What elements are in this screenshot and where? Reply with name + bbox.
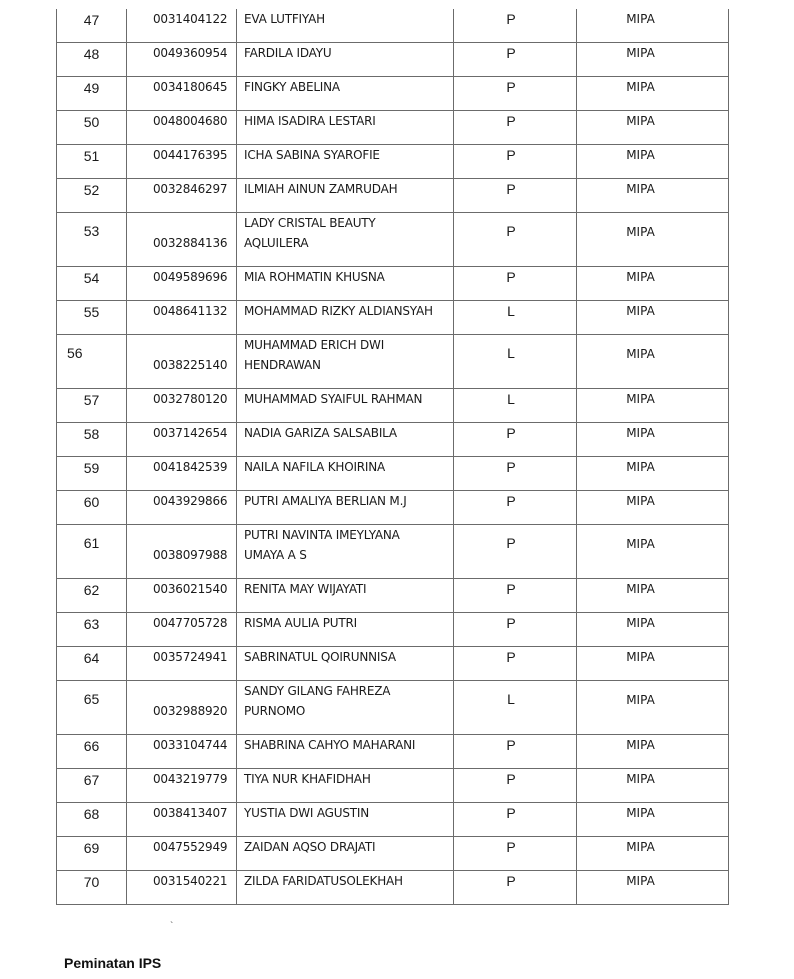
student-nisn: 0049360954 xyxy=(153,46,228,60)
cell-gender xyxy=(454,213,577,267)
student-nisn: 0043219779 xyxy=(153,772,228,786)
student-name-line: RISMA AULIA PUTRI xyxy=(244,616,357,630)
cell-number xyxy=(57,43,127,77)
student-nisn: 0032780120 xyxy=(153,392,228,406)
table-row xyxy=(57,267,729,301)
cell-name xyxy=(237,423,454,457)
student-gender: P xyxy=(506,11,516,27)
cell-gender xyxy=(454,769,577,803)
student-major: MIPA xyxy=(626,270,655,284)
row-number: 53 xyxy=(83,223,100,239)
row-number: 67 xyxy=(83,772,100,788)
cell-major xyxy=(577,681,729,735)
cell-nisn xyxy=(127,179,237,213)
cell-nisn xyxy=(127,213,237,267)
student-name-line: UMAYA A S xyxy=(244,548,307,562)
student-nisn: 0035724941 xyxy=(153,650,228,664)
cell-gender xyxy=(454,871,577,905)
cell-number xyxy=(57,457,127,491)
student-name-line: PURNOMO xyxy=(244,704,306,718)
student-major: MIPA xyxy=(626,537,655,551)
student-nisn: 0032846297 xyxy=(153,182,228,196)
table-row xyxy=(57,871,729,905)
cell-nisn xyxy=(127,871,237,905)
student-name-line: SHABRINA CAHYO MAHARANI xyxy=(244,738,416,752)
roster-body xyxy=(57,9,729,905)
cell-major xyxy=(577,9,729,43)
student-major: MIPA xyxy=(626,46,655,60)
cell-major xyxy=(577,301,729,335)
table-row xyxy=(57,77,729,111)
stray-mark: ` xyxy=(170,921,174,932)
row-number: 64 xyxy=(83,650,100,666)
table-row xyxy=(57,837,729,871)
cell-number xyxy=(57,525,127,579)
cell-major xyxy=(577,803,729,837)
cell-number xyxy=(57,681,127,735)
table-row xyxy=(57,111,729,145)
cell-name xyxy=(237,735,454,769)
row-number: 50 xyxy=(83,114,100,130)
cell-major xyxy=(577,213,729,267)
cell-nisn xyxy=(127,525,237,579)
student-major: MIPA xyxy=(626,12,655,26)
student-nisn: 0043929866 xyxy=(153,494,228,508)
cell-number xyxy=(57,267,127,301)
student-name-line: PUTRI AMALIYA BERLIAN M.J xyxy=(244,494,407,508)
table-row xyxy=(57,735,729,769)
cell-nisn xyxy=(127,301,237,335)
row-number: 47 xyxy=(83,12,100,28)
table-row xyxy=(57,579,729,613)
row-number: 51 xyxy=(83,148,100,164)
student-major: MIPA xyxy=(626,582,655,596)
table-row xyxy=(57,301,729,335)
student-major: MIPA xyxy=(626,114,655,128)
table-row xyxy=(57,9,729,43)
cell-name xyxy=(237,837,454,871)
student-nisn: 0041842539 xyxy=(153,460,228,474)
row-number: 68 xyxy=(83,806,100,822)
student-gender: P xyxy=(506,839,516,855)
cell-number xyxy=(57,837,127,871)
table-row xyxy=(57,213,729,267)
cell-major xyxy=(577,579,729,613)
row-number: 69 xyxy=(83,840,100,856)
student-roster-table xyxy=(56,9,729,905)
student-nisn: 0037142654 xyxy=(153,426,228,440)
cell-number xyxy=(57,613,127,647)
student-name-line: ZILDA FARIDATUSOLEKHAH xyxy=(244,874,403,888)
student-nisn: 0038097988 xyxy=(153,548,228,562)
cell-name xyxy=(237,77,454,111)
cell-name xyxy=(237,301,454,335)
student-major: MIPA xyxy=(626,738,655,752)
cell-major xyxy=(577,491,729,525)
cell-gender xyxy=(454,77,577,111)
cell-nisn xyxy=(127,491,237,525)
student-name-line: AQLUILERA xyxy=(244,236,309,250)
cell-number xyxy=(57,423,127,457)
table-row xyxy=(57,803,729,837)
cell-name xyxy=(237,179,454,213)
student-nisn: 0038413407 xyxy=(153,806,228,820)
student-major: MIPA xyxy=(626,874,655,888)
cell-number xyxy=(57,179,127,213)
student-gender: P xyxy=(506,771,516,787)
table-row xyxy=(57,457,729,491)
cell-name xyxy=(237,681,454,735)
cell-major xyxy=(577,423,729,457)
student-name-line: ICHA SABINA SYAROFIE xyxy=(244,148,380,162)
table-row xyxy=(57,389,729,423)
student-gender: P xyxy=(506,615,516,631)
cell-number xyxy=(57,213,127,267)
student-name-line: MUHAMMAD SYAIFUL RAHMAN xyxy=(244,392,423,406)
cell-name xyxy=(237,803,454,837)
student-name-line: HIMA ISADIRA LESTARI xyxy=(244,114,376,128)
student-gender: P xyxy=(506,181,516,197)
student-major: MIPA xyxy=(626,772,655,786)
cell-name xyxy=(237,145,454,179)
student-gender: P xyxy=(506,425,516,441)
cell-name xyxy=(237,647,454,681)
cell-gender xyxy=(454,525,577,579)
student-major: MIPA xyxy=(626,650,655,664)
student-major: MIPA xyxy=(626,304,655,318)
student-nisn: 0047705728 xyxy=(153,616,228,630)
student-major: MIPA xyxy=(626,616,655,630)
student-gender: P xyxy=(506,79,516,95)
table-row xyxy=(57,647,729,681)
table-row xyxy=(57,145,729,179)
cell-name xyxy=(237,335,454,389)
cell-major xyxy=(577,769,729,803)
cell-gender xyxy=(454,389,577,423)
row-number: 55 xyxy=(83,304,100,320)
student-gender: P xyxy=(506,113,516,129)
student-nisn: 0031404122 xyxy=(153,12,228,26)
cell-gender xyxy=(454,111,577,145)
student-nisn: 0032988920 xyxy=(153,704,228,718)
cell-gender xyxy=(454,423,577,457)
student-nisn: 0044176395 xyxy=(153,148,228,162)
student-gender: P xyxy=(506,459,516,475)
cell-major xyxy=(577,837,729,871)
student-gender: P xyxy=(506,493,516,509)
student-name-line: ILMIAH AINUN ZAMRUDAH xyxy=(244,182,398,196)
cell-number xyxy=(57,335,127,389)
row-number: 65 xyxy=(83,691,100,707)
cell-major xyxy=(577,179,729,213)
student-gender: P xyxy=(506,805,516,821)
row-number: 56 xyxy=(67,345,83,361)
student-name-line: FINGKY ABELINA xyxy=(244,80,340,94)
student-nisn: 0036021540 xyxy=(153,582,228,596)
cell-nisn xyxy=(127,735,237,769)
student-major: MIPA xyxy=(626,840,655,854)
cell-nisn xyxy=(127,389,237,423)
cell-gender xyxy=(454,803,577,837)
cell-nisn xyxy=(127,111,237,145)
cell-major xyxy=(577,457,729,491)
student-gender: L xyxy=(507,345,515,361)
student-name-line: TIYA NUR KHAFIDHAH xyxy=(244,772,371,786)
student-gender: P xyxy=(506,535,516,551)
student-gender: P xyxy=(506,873,516,889)
student-name-line: HENDRAWAN xyxy=(244,358,321,372)
student-name-line: MOHAMMAD RIZKY ALDIANSYAH xyxy=(244,304,433,318)
cell-name xyxy=(237,9,454,43)
cell-name xyxy=(237,769,454,803)
student-nisn: 0049589696 xyxy=(153,270,228,284)
cell-gender xyxy=(454,335,577,389)
cell-name xyxy=(237,213,454,267)
student-nisn: 0034180645 xyxy=(153,80,228,94)
student-nisn: 0047552949 xyxy=(153,840,228,854)
cell-nisn xyxy=(127,77,237,111)
cell-major xyxy=(577,77,729,111)
cell-major xyxy=(577,267,729,301)
cell-number xyxy=(57,803,127,837)
table-row xyxy=(57,769,729,803)
row-number: 49 xyxy=(83,80,100,96)
cell-nisn xyxy=(127,457,237,491)
cell-nisn xyxy=(127,579,237,613)
table-row xyxy=(57,335,729,389)
row-number: 57 xyxy=(83,392,100,408)
row-number: 52 xyxy=(83,182,100,198)
cell-gender xyxy=(454,647,577,681)
cell-major xyxy=(577,111,729,145)
cell-gender xyxy=(454,301,577,335)
table-row xyxy=(57,491,729,525)
student-gender: P xyxy=(506,45,516,61)
row-number: 58 xyxy=(83,426,100,442)
student-name-line: SABRINATUL QOIRUNNISA xyxy=(244,650,396,664)
cell-nisn xyxy=(127,613,237,647)
student-major: MIPA xyxy=(626,347,655,361)
cell-gender xyxy=(454,579,577,613)
student-major: MIPA xyxy=(626,225,655,239)
cell-name xyxy=(237,613,454,647)
table-row xyxy=(57,525,729,579)
cell-name xyxy=(237,267,454,301)
student-name-line: LADY CRISTAL BEAUTY xyxy=(244,216,376,230)
cell-major xyxy=(577,145,729,179)
student-name-line: PUTRI NAVINTA IMEYLYANA xyxy=(244,528,400,542)
cell-number xyxy=(57,111,127,145)
row-number: 59 xyxy=(83,460,100,476)
cell-number xyxy=(57,579,127,613)
cell-major xyxy=(577,335,729,389)
student-major: MIPA xyxy=(626,460,655,474)
cell-number xyxy=(57,871,127,905)
cell-nisn xyxy=(127,769,237,803)
cell-major xyxy=(577,647,729,681)
cell-major xyxy=(577,613,729,647)
cell-number xyxy=(57,9,127,43)
student-name-line: SANDY GILANG FAHREZA xyxy=(244,684,391,698)
cell-nisn xyxy=(127,43,237,77)
cell-number xyxy=(57,301,127,335)
cell-number xyxy=(57,647,127,681)
student-nisn: 0031540221 xyxy=(153,874,228,888)
student-major: MIPA xyxy=(626,693,655,707)
student-nisn: 0038225140 xyxy=(153,358,228,372)
cell-number xyxy=(57,389,127,423)
student-major: MIPA xyxy=(626,426,655,440)
cell-nisn xyxy=(127,837,237,871)
cell-major xyxy=(577,871,729,905)
cell-nisn xyxy=(127,803,237,837)
student-gender: P xyxy=(506,737,516,753)
student-major: MIPA xyxy=(626,182,655,196)
student-major: MIPA xyxy=(626,80,655,94)
cell-number xyxy=(57,769,127,803)
student-gender: L xyxy=(507,303,515,319)
student-nisn: 0048641132 xyxy=(153,304,228,318)
cell-name xyxy=(237,525,454,579)
student-name-line: FARDILA IDAYU xyxy=(244,46,332,60)
cell-name xyxy=(237,389,454,423)
student-major: MIPA xyxy=(626,392,655,406)
row-number: 60 xyxy=(83,494,100,510)
row-number: 63 xyxy=(83,616,100,632)
student-name-line: MIA ROHMATIN KHUSNA xyxy=(244,270,385,284)
student-nisn: 0032884136 xyxy=(153,236,228,250)
student-nisn: 0033104744 xyxy=(153,738,228,752)
cell-gender xyxy=(454,837,577,871)
cell-name xyxy=(237,579,454,613)
cell-major xyxy=(577,525,729,579)
cell-name xyxy=(237,491,454,525)
student-name-line: YUSTIA DWI AGUSTIN xyxy=(244,806,370,820)
cell-nisn xyxy=(127,9,237,43)
table-row xyxy=(57,613,729,647)
section-title-ips: Peminatan IPS xyxy=(64,955,162,971)
cell-name xyxy=(237,871,454,905)
student-gender: P xyxy=(506,649,516,665)
cell-major xyxy=(577,735,729,769)
student-name-line: EVA LUTFIYAH xyxy=(244,12,325,26)
row-number: 48 xyxy=(83,46,100,62)
student-gender: P xyxy=(506,581,516,597)
table-row xyxy=(57,179,729,213)
cell-nisn xyxy=(127,267,237,301)
cell-gender xyxy=(454,613,577,647)
cell-gender xyxy=(454,267,577,301)
student-gender: P xyxy=(506,269,516,285)
student-gender: P xyxy=(506,147,516,163)
student-gender: L xyxy=(507,691,515,707)
row-number: 66 xyxy=(83,738,100,754)
student-name-line: NAILA NAFILA KHOIRINA xyxy=(244,460,386,474)
table-row xyxy=(57,43,729,77)
row-number: 62 xyxy=(83,582,100,598)
student-name-line: NADIA GARIZA SALSABILA xyxy=(244,426,397,440)
cell-nisn xyxy=(127,423,237,457)
student-name-line: ZAIDAN AQSO DRAJATI xyxy=(244,840,376,854)
student-major: MIPA xyxy=(626,494,655,508)
student-major: MIPA xyxy=(626,806,655,820)
cell-major xyxy=(577,389,729,423)
cell-gender xyxy=(454,9,577,43)
row-number: 61 xyxy=(83,535,100,551)
row-number: 54 xyxy=(83,270,100,286)
cell-gender xyxy=(454,681,577,735)
student-major: MIPA xyxy=(626,148,655,162)
cell-nisn xyxy=(127,647,237,681)
student-gender: P xyxy=(506,223,516,239)
row-number: 70 xyxy=(83,874,100,890)
cell-number xyxy=(57,491,127,525)
cell-gender xyxy=(454,491,577,525)
cell-gender xyxy=(454,43,577,77)
cell-gender xyxy=(454,735,577,769)
student-nisn: 0048004680 xyxy=(153,114,228,128)
cell-nisn xyxy=(127,145,237,179)
cell-gender xyxy=(454,145,577,179)
cell-gender xyxy=(454,457,577,491)
cell-name xyxy=(237,111,454,145)
cell-major xyxy=(577,43,729,77)
cell-number xyxy=(57,735,127,769)
student-name-line: RENITA MAY WIJAYATI xyxy=(244,582,367,596)
cell-gender xyxy=(454,179,577,213)
cell-name xyxy=(237,43,454,77)
cell-name xyxy=(237,457,454,491)
student-gender: L xyxy=(507,391,515,407)
cell-number xyxy=(57,77,127,111)
cell-number xyxy=(57,145,127,179)
cell-nisn xyxy=(127,681,237,735)
table-row xyxy=(57,681,729,735)
table-row xyxy=(57,423,729,457)
student-name-line: MUHAMMAD ERICH DWI xyxy=(244,338,385,352)
cell-nisn xyxy=(127,335,237,389)
